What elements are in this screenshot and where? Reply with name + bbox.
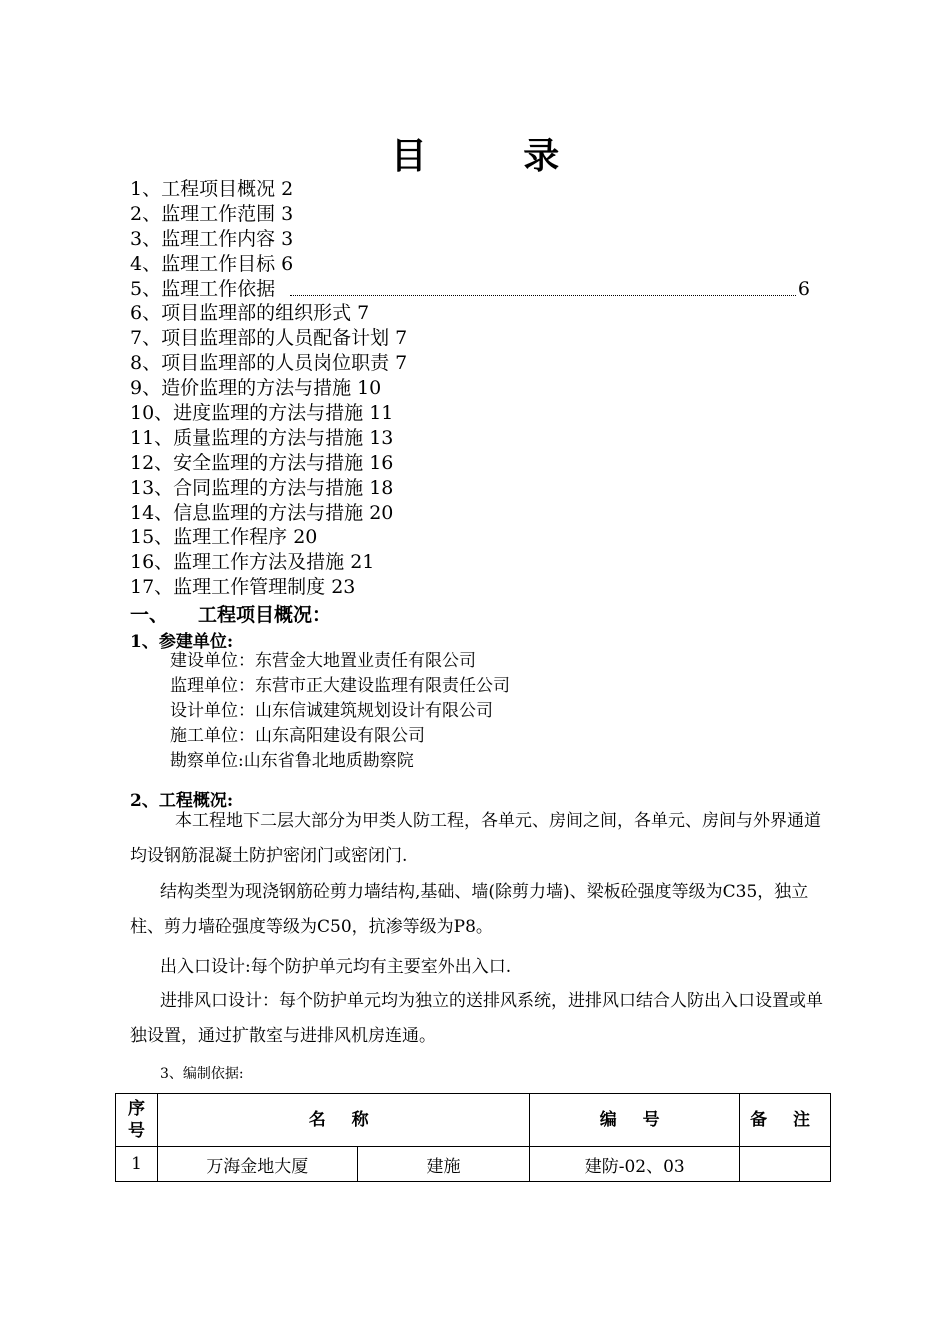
toc-page-number: 3 bbox=[281, 202, 294, 225]
participant-unit: 勘察单位:山东省鲁北地质勘察院 bbox=[170, 751, 414, 771]
toc-label: 8、项目监理部的人员岗位职责 bbox=[130, 352, 390, 375]
toc-item[interactable] bbox=[130, 177, 810, 202]
toc-item[interactable] bbox=[130, 476, 810, 501]
cell-name: 万海金地大厦 bbox=[157, 1147, 357, 1182]
toc-label: 11、质量监理的方法与措施 bbox=[130, 426, 364, 449]
overview-paragraph-4: 进排风口设计：每个防护单元均为独立的送排风系统，进排风口结合人防出入口设置或单独设置，通过扩散室与进排风机房连通。 bbox=[130, 991, 823, 1046]
toc-label: 1、工程项目概况 bbox=[130, 178, 276, 200]
toc-label: 17、监理工作管理制度 bbox=[130, 576, 326, 599]
header-note: 备 注 bbox=[740, 1094, 831, 1147]
participant-unit: 施工单位：山东高阳建设有限公司 bbox=[170, 726, 425, 746]
toc-label: 6、项目监理部的组织形式 bbox=[130, 302, 352, 325]
toc-label: 16、监理工作方法及措施 bbox=[130, 551, 345, 574]
section-heading-1 bbox=[130, 600, 331, 627]
participant-unit: 建设单位：东营金大地置业责任有限公司 bbox=[170, 651, 476, 671]
toc-page-number: 6 bbox=[281, 252, 294, 275]
toc-item[interactable] bbox=[130, 277, 810, 302]
participant-unit: 设计单位：山东信诚建筑规划设计有限公司 bbox=[170, 701, 493, 721]
toc-page-number: 7 bbox=[395, 327, 408, 350]
toc-page-number: 23 bbox=[331, 576, 356, 599]
section-number: 一、 bbox=[130, 604, 169, 626]
toc-label: 4、监理工作目标 bbox=[130, 252, 276, 275]
header-seq: 序号 bbox=[116, 1094, 158, 1147]
overview-paragraph-2: 结构类型为现浇钢筋砼剪力墙结构,基础、墙(除剪力墙)、梁板砼强度等级为C35，独立柱、剪力墙砼强度等级为C50，抗渗等级为P8。 bbox=[130, 882, 809, 937]
header-name: 名 称 bbox=[157, 1094, 529, 1147]
header-code: 编 号 bbox=[530, 1094, 740, 1147]
toc-item[interactable] bbox=[130, 376, 810, 401]
toc-item[interactable] bbox=[130, 501, 810, 526]
toc-item[interactable] bbox=[130, 525, 810, 550]
page-title: 目 录 bbox=[390, 135, 602, 177]
toc-item[interactable] bbox=[130, 451, 810, 476]
toc-item[interactable] bbox=[130, 301, 810, 326]
toc-item[interactable] bbox=[130, 550, 810, 575]
toc-item[interactable] bbox=[130, 426, 810, 451]
toc-page-number: 7 bbox=[357, 302, 370, 325]
toc-label: 3、监理工作内容 bbox=[130, 227, 276, 250]
participants-heading: 1、参建单位: bbox=[130, 632, 234, 652]
table-header-row bbox=[116, 1094, 831, 1147]
cell-type: 建施 bbox=[357, 1147, 530, 1182]
toc-page-number: 2 bbox=[281, 178, 294, 200]
toc-page-number: 20 bbox=[293, 526, 318, 549]
toc-page-number: 10 bbox=[357, 377, 382, 400]
toc-page-number: 16 bbox=[369, 451, 394, 474]
toc-label: 10、进度监理的方法与措施 bbox=[130, 402, 364, 425]
toc-item[interactable] bbox=[130, 252, 810, 277]
toc-page-number: 11 bbox=[369, 402, 394, 425]
overview-paragraph-1: 本工程地下二层大部分为甲类人防工程，各单元、房间之间，各单元、房间与外界通道均设钢筋混凝土防护密闭门或密闭门. bbox=[130, 811, 821, 866]
overview-heading: 2、工程概况: bbox=[130, 791, 234, 811]
table-of-contents bbox=[130, 177, 810, 600]
toc-page-number: 13 bbox=[369, 426, 394, 449]
toc-item[interactable] bbox=[130, 351, 810, 376]
toc-label: 15、监理工作程序 bbox=[130, 526, 288, 549]
cell-note bbox=[740, 1147, 831, 1182]
toc-item[interactable] bbox=[130, 202, 810, 227]
toc-item[interactable] bbox=[130, 401, 810, 426]
toc-item[interactable] bbox=[130, 575, 810, 600]
toc-label: 14、信息监理的方法与措施 bbox=[130, 501, 364, 524]
toc-dot-leader bbox=[290, 295, 800, 296]
toc-page-number: 21 bbox=[350, 551, 375, 574]
toc-label: 9、造价监理的方法与措施 bbox=[130, 377, 352, 400]
table-row bbox=[116, 1147, 831, 1182]
basis-table bbox=[115, 1093, 831, 1182]
participants-list bbox=[170, 649, 510, 774]
toc-page-number: 18 bbox=[369, 476, 394, 499]
toc-item[interactable] bbox=[130, 326, 810, 351]
toc-item[interactable] bbox=[130, 227, 810, 252]
section-title: 工程项目概况： bbox=[198, 604, 332, 626]
toc-label: 12、安全监理的方法与措施 bbox=[130, 451, 364, 474]
participant-unit: 监理单位：东营市正大建设监理有限责任公司 bbox=[170, 676, 510, 696]
toc-label: 13、合同监理的方法与措施 bbox=[130, 476, 364, 499]
overview-paragraph-3: 出入口设计:每个防护单元均有主要室外出入口. bbox=[160, 957, 512, 977]
toc-label: 2、监理工作范围 bbox=[130, 202, 276, 225]
toc-page-number: 7 bbox=[395, 352, 408, 375]
cell-seq: 1 bbox=[116, 1147, 158, 1182]
cell-code: 建防-02、03 bbox=[530, 1147, 740, 1182]
toc-label: 5、监理工作依据 bbox=[130, 277, 276, 300]
basis-heading: 3、编制依据: bbox=[160, 1066, 244, 1082]
toc-label: 7、项目监理部的人员配备计划 bbox=[130, 327, 390, 350]
toc-page-number: 20 bbox=[369, 501, 394, 524]
toc-page-number: 3 bbox=[281, 227, 294, 250]
toc-page-number: 6 bbox=[797, 277, 810, 300]
